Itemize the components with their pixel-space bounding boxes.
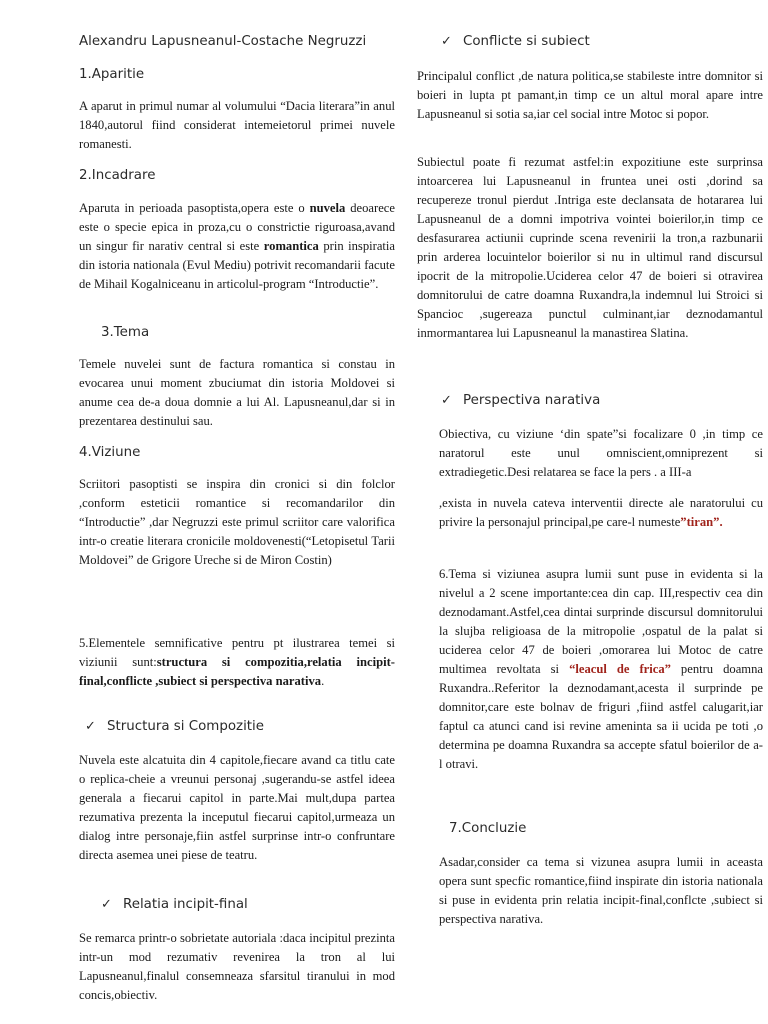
quote-leacul-de-frica: “leacul de frica” [569,662,671,676]
paragraph-relatia: Se remarca printr-o sobrietate autoriala :daca incipitul prezinta intr-un mod rezumativ revenirea la tron al lui Lapusneanul,finalul consemneaza sfarsitul tiranului in mod concis,obiectiv. [79,931,395,1002]
check-icon: ✓ [441,34,452,49]
check-icon: ✓ [441,393,452,408]
paragraph-conflict: Principalul conflict ,de natura politica,se stabileste intre domnitor si boieri in lupta pt pamant,in timp ce un altul moral apare intre Lapusneanul si sotia sa,iar cel social intre Motoc si popor. [417,69,763,121]
heading-relatia: ✓ Relatia incipit-final [101,897,248,912]
heading-concluzie: 7.Concluzie [449,821,527,836]
heading-structura: ✓ Structura si Compozitie [85,719,264,734]
paragraph-incadrare: Aparuta in perioada pasoptista,opera este o nuvela deoarece este o specie epica in proza,cu o constrictie riguroasa,avand un singur fir narativ central si este romantica prin inspiratia din istoria nationala (Evul Mediu) potrivit recomandarii facute de Mihail Kogalniceanu in articolul-program “Introductie”. [79,201,395,291]
heading-tema: 3.Tema [101,325,150,340]
heading-perspectiva: ✓ Perspectiva narativa [441,393,601,408]
paragraph-structura: Nuvela este alcatuita din 4 capitole,fiecare avand ca titlu cate o replica-cheie a vreunui personaj ,sugerandu-se astfel ideea generala a fiecarui capitol in parte.Mai mult,dupa partea rezumativa prezenta la inceputul fiecarui capitol,urmeaza un dialog intre personaje,fiin astfel surprinse intr-o confruntare directa asemea unei piese de teatru. [79,753,395,862]
heading-incadrare: 2.Incadrare [79,168,156,183]
elemente-bold: structura si compozitia,relatia incipit-final,conflicte ,subiect si perspectiva narativa [79,655,395,688]
document-title: Alexandru Lapusneanul-Costache Negruzzi [79,34,367,49]
quote-tiran: ”tiran”. [680,515,723,529]
paragraph-concluzie: Asadar,consider ca tema si vizunea asupra lumii in aceasta opera sunt specfic romantice,fiind inspirate din istoria nationala si puse in evidenta prin relatia incipit-final,conflcte ,subiect si perspectiva narativa. [439,855,763,926]
paragraph-subiect: Subiectul poate fi rezumat astfel:in expozitiune este surprinsa intoarcerea lui Lapusneanul in fruntea unei osti ,dorind sa recupereze tronul pierdut .Intriga este declansata de hotararea lui Lapusneanul de a domni impotriva vointei boierilor,in timp ce desfasurarea actiunii cuprinde scena revenirii la tron,a razbunarii prin arderea locuintelor boierilor si nu in ultimul rand discursul ipocrit de la mitropolie.Uciderea celor 47 de boieri si otravirea domnitorului de catre doamna Ruxandra,la indemnul lui Stroici si Spancioc ,sugereaza punctul culminant,iar deznodamantul inmormantarea lui Lapusneanul la manastirea Slatina. [417,155,763,340]
paragraph-tema: Temele nuvelei sunt de factura romantica si constau in evocarea unui moment zbuciumat din istoria Moldovei si anume cea de-a doua domnie a lui Al. Lapusneanul,dar si in prezentarea destinului sau. [79,357,395,428]
term-nuvela: nuvela [309,201,346,215]
paragraph-scene: 6.Tema si viziunea asupra lumii sunt puse in evidenta si la nivelul a 2 scene importante:cea din cap. III,respectiv cea din deznodamant.Astfel,cea dintai surprinde discursul domnitorului la slujba religioasa de la mitropolie ,ospatul de la palat si uciderea celor 47 de boieri ,omorarea lui Motoc de catre multimea revoltata si “leacul de frica” pentru doamna Ruxandra..Referitor la deznodamant,acesta il surprinde pe domnitor,care este bolnav de friguri ,fiind astfel calugarit,iar faptul ca atunci cand isi revine ameninta sa ii ucida pe toti ,o determina pe doamna Ruxandra sa accepte sfatul boierilor de a-l otravi. [439,567,763,771]
paragraph-perspectiva-2: ,exista in nuvela cateva interventii directe ale naratorului cu privire la personajul principal,pe care-l numeste”tiran”. [439,496,763,529]
paragraph-viziune: Scriitori pasoptisti se inspira din cronici si din folclor ,conform esteticii romantice si recomandarilor din “Introductie” ,dar Negruzzi este primul scriitor care valorifica intr-o creatie literara cronicile moldovenesti(“Letopisetul Tarii Moldovei” de Grigore Ureche si de Miron Costin) [79,477,395,567]
heading-conflicte: ✓ Conflicte si subiect [441,34,590,49]
paragraph-perspectiva-1: Obiectiva, cu viziune ‘din spate”si focalizare 0 ,in timp ce naratorul este unul omniscient,omniprezent si extradiegetic.Desi relatarea se face la pers . a III-a [439,427,763,479]
paragraph-aparitie: A aparut in primul numar al volumului “Dacia literara”in anul 1840,autorul fiind considerat intemeietorul primei nuvele romanesti. [79,99,395,151]
term-romantica: romantica [263,239,319,253]
paragraph-elemente: 5.Elementele semnificative pentru pt ilustrarea temei si viziunii sunt:structura si compozitia,relatia incipit-final,conflicte ,subiect si perspectiva narativa. [79,636,395,688]
check-icon: ✓ [101,897,112,912]
heading-aparitie: 1.Aparitie [79,67,145,82]
check-icon: ✓ [85,719,96,734]
heading-viziune: 4.Viziune [79,445,141,460]
